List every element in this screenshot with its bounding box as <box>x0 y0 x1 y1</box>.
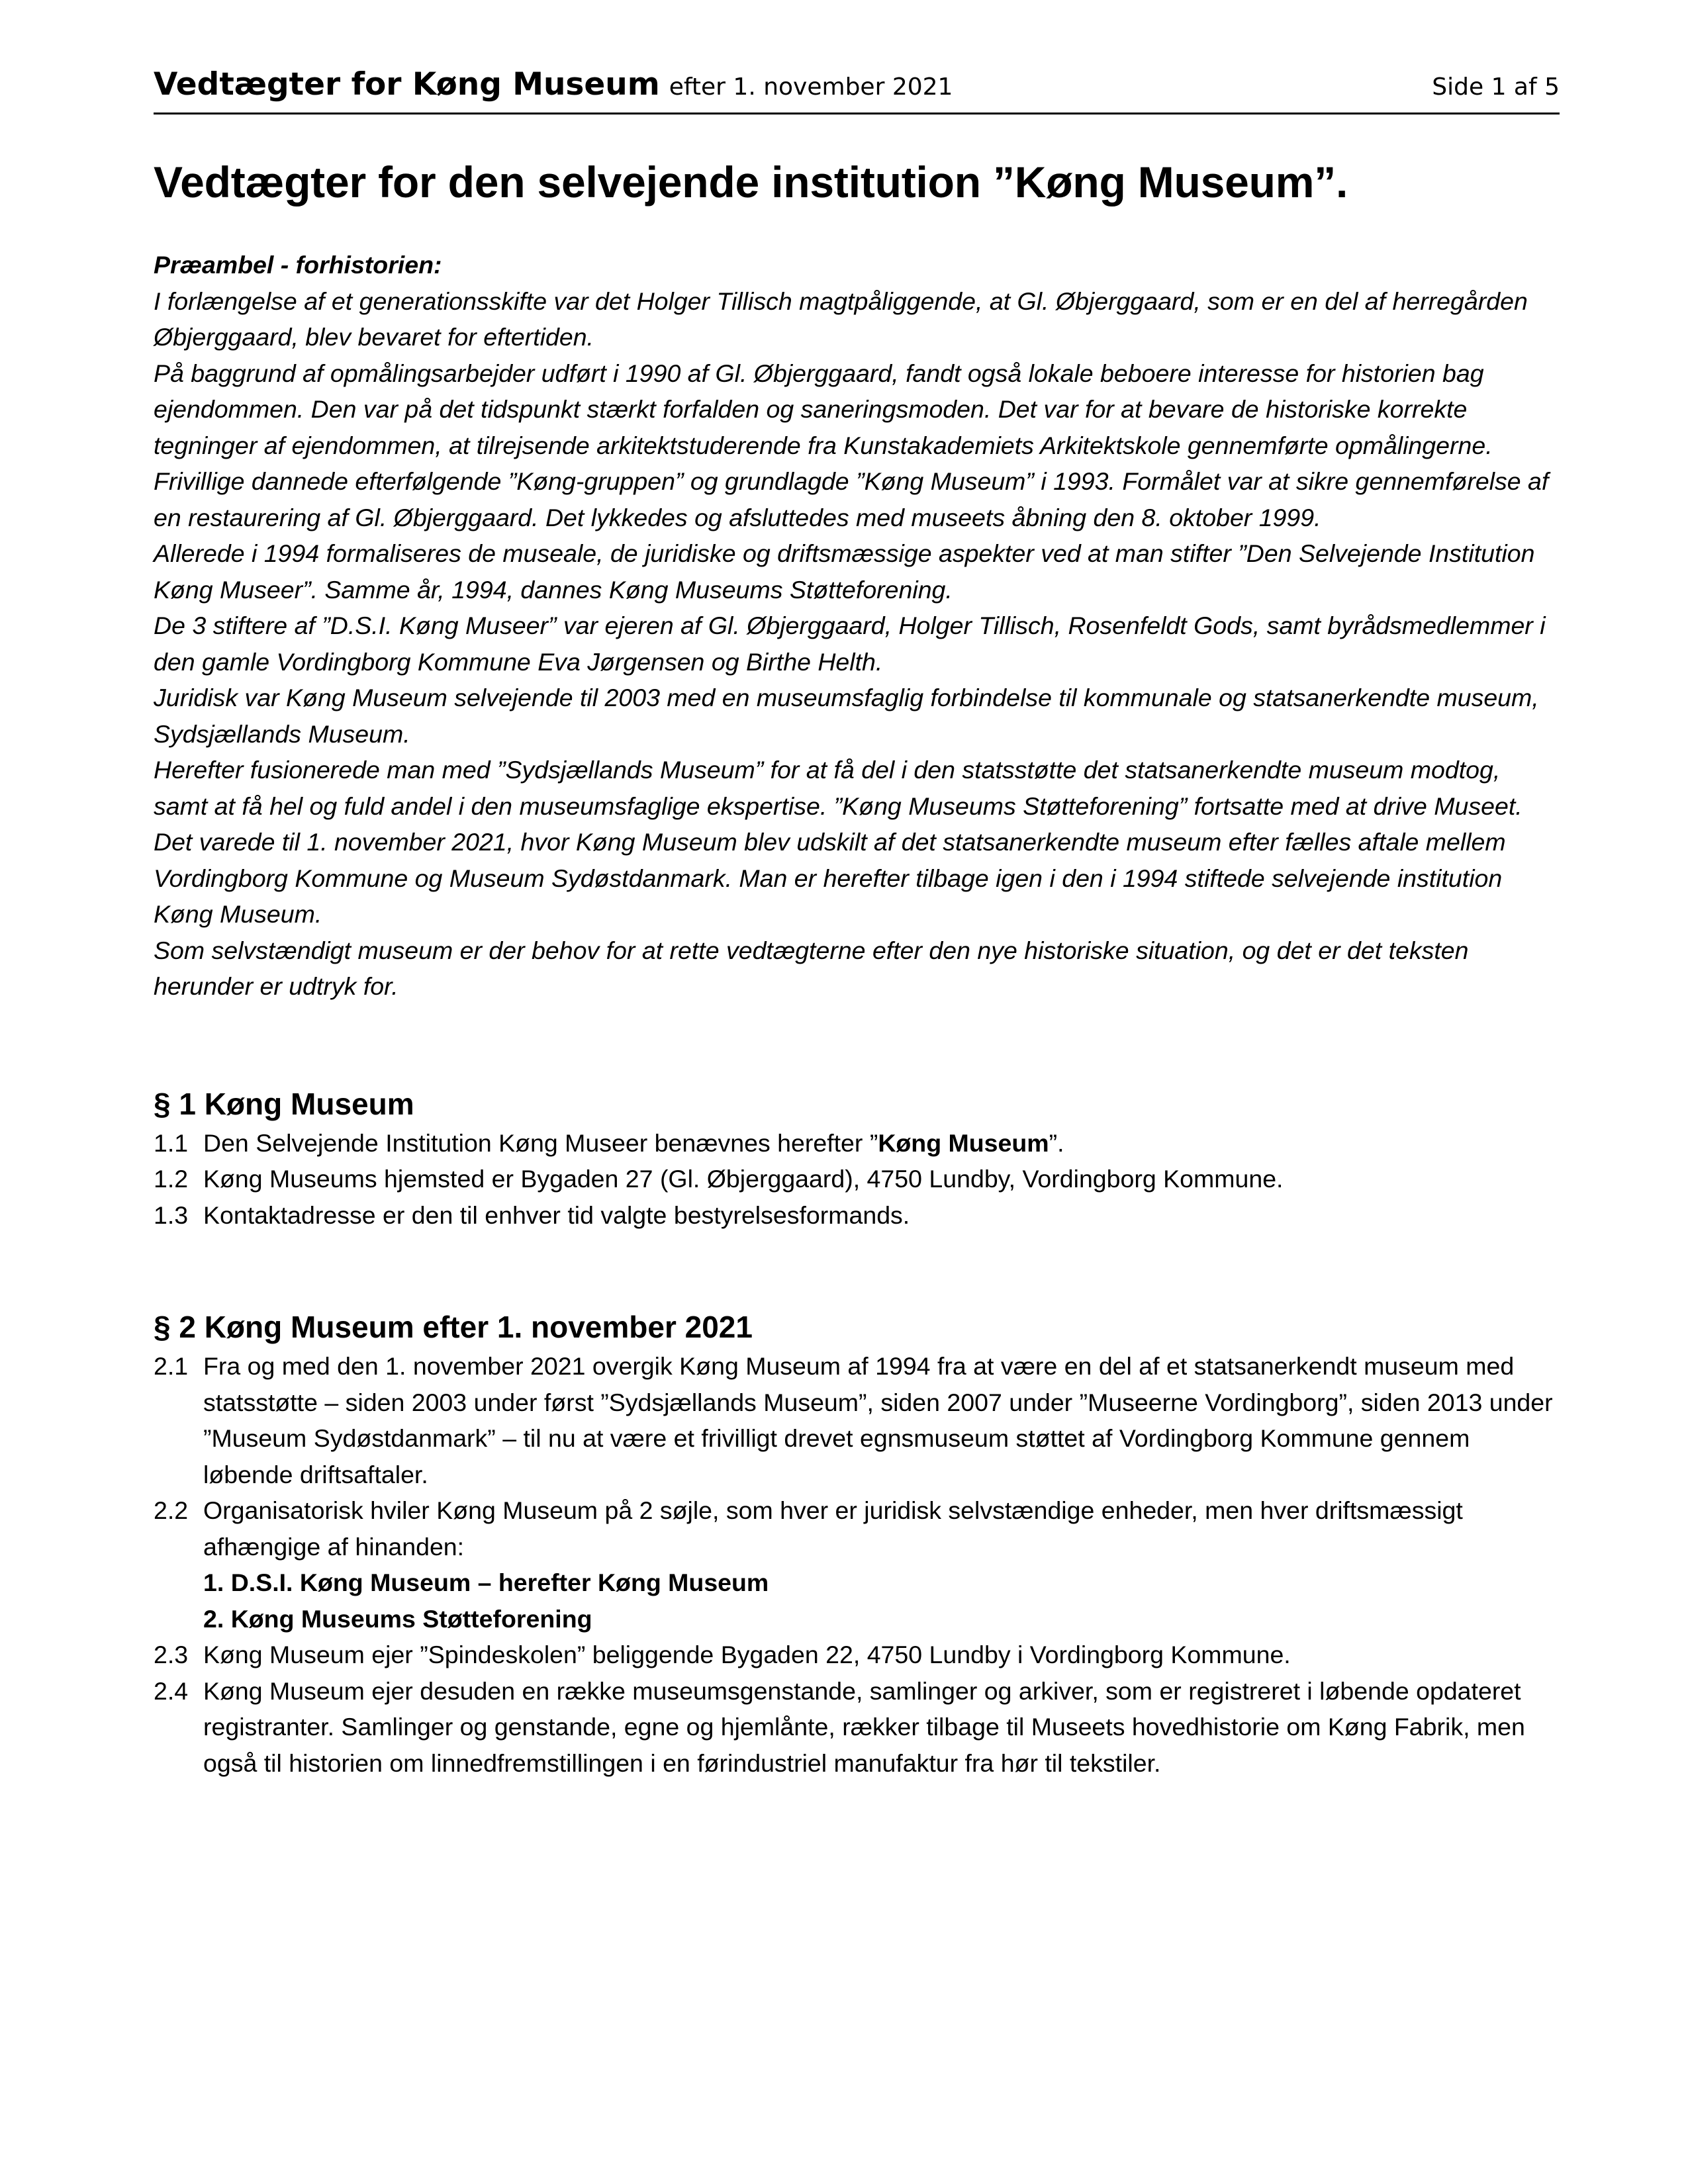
organisation-list-item: 2. Køng Museums Støtteforening <box>203 1604 592 1633</box>
clause-text <box>203 1125 1560 1161</box>
clause-text: Køng Museum ejer desuden en række museumsgenstande, samlinger og arkiver, som er registreret i løbende opdateret registranter. Samlinger og genstande, egne og hjemlånte, rækker tilbage til Museets hovedhistorie om Køng Fabrik, men også til historien om linnedfremstillingen i en førindustriel manufaktur fra hør til tekstiler. <box>203 1676 1525 1777</box>
clause-text-bold: Køng Museum <box>878 1128 1049 1157</box>
preamble-paragraph: I forlængelse af et generationsskifte var det Holger Tillisch magtpåliggende, at Gl. Øbjerggaard, som er en del af herregården Øbjerggaard, blev bevaret for eftertiden. <box>154 287 1528 351</box>
organisation-list <box>154 1565 1560 1637</box>
preamble-paragraph: Juridisk var Køng Museum selvejende til 2003 med en museumsfaglig forbindelse til kommunale og statsanerkendte museum, Sydsjællands Museum. <box>154 684 1539 748</box>
clause-text-part: Den Selvejende Institution Køng Museer benævnes herefter ” <box>203 1128 878 1157</box>
preamble-paragraph: På baggrund af opmålingsarbejder udført i 1990 af Gl. Øbjerggaard, fandt også lokale beboere interesse for historien bag ejendommen. Den var på det tidspunkt stærkt forfalden og saneringsmoden. Det var for at bevare de historiske korrekte tegninger af ejendommen, at tilrejsende arkitektstuderende fra Kunstakademiets Arkitektskole gennemførte opmålingerne. <box>154 359 1493 459</box>
clause <box>154 1637 1560 1673</box>
section-1 <box>154 1084 1560 1234</box>
preamble <box>154 247 1560 1005</box>
clause-text: Køng Museum ejer ”Spindeskolen” beliggende Bygaden 22, 4750 Lundby i Vordingborg Kommune. <box>203 1641 1291 1668</box>
clause-number: 2.3 <box>154 1641 189 1668</box>
section-heading: § 1 Køng Museum <box>154 1086 414 1121</box>
preamble-paragraph: Frivillige dannede efterfølgende ”Køng-gruppen” og grundlagde ”Køng Museum” i 1993. Formålet var at sikre gennemførelse af en restaurering af Gl. Øbjerggaard. Det lykkedes og afsluttedes med museets åbning den 8. oktober 1999. <box>154 467 1549 531</box>
section-heading: § 2 Køng Museum efter 1. november 2021 <box>154 1310 753 1344</box>
clause <box>154 1197 1560 1234</box>
preamble-paragraph: Herefter fusionerede man med ”Sydsjællands Museum” for at få del i den statsstøtte det statsanerkendte museum modtog, samt at få hel og fuld andel i den museumsfaglige ekspertise. ”Køng Museums Støtteforening” fortsatte med at drive Museet. <box>154 756 1523 820</box>
clause-number: 2.2 <box>154 1496 189 1524</box>
header-left <box>154 66 953 103</box>
clause-text: Fra og med den 1. november 2021 overgik Køng Museum af 1994 fra at være en del af et statsanerkendt museum med statsstøtte – siden 2003 under først ”Sydsjællands Museum”, siden 2007 under ”Museerne Vordingborg”, siden 2013 under ”Museum Sydøstdanmark” – til nu at være et frivilligt drevet egnsmuseum støttet af Vordingborg Kommune gennem løbende driftsaftaler. <box>203 1352 1553 1488</box>
clause <box>154 1492 1560 1565</box>
document-page <box>154 66 1560 1781</box>
header-title: Vedtægter for Køng Museum <box>154 66 660 103</box>
clause-number: 1.1 <box>154 1128 189 1157</box>
header-subtitle: efter 1. november 2021 <box>669 73 953 101</box>
page-number: Side 1 af 5 <box>1432 73 1560 101</box>
clause-text: Køng Museums hjemsted er Bygaden 27 (Gl. Øbjerggaard), 4750 Lundby, Vordingborg Kommune. <box>203 1165 1284 1193</box>
clause <box>154 1673 1560 1782</box>
page-header <box>154 66 1560 114</box>
preamble-paragraph: De 3 stiftere af ”D.S.I. Køng Museer” var ejeren af Gl. Øbjerggaard, Holger Tillisch, Rosenfeldt Gods, samt byrådsmedlemmer i den gamle Vordingborg Kommune Eva Jørgensen og Birthe Helth. <box>154 612 1546 676</box>
clause-number: 1.2 <box>154 1165 189 1193</box>
clause <box>154 1348 1560 1492</box>
clause <box>154 1161 1560 1197</box>
document-title: Vedtægter for den selvejende institution ”Køng Museum”. <box>154 158 1348 206</box>
clause-text-part: ”. <box>1049 1128 1064 1157</box>
clause-text: Organisatorisk hviler Køng Museum på 2 søjle, som hver er juridisk selvstændige enheder, men hver driftsmæssigt afhængige af hinanden: <box>203 1496 1463 1561</box>
clause-number: 2.4 <box>154 1676 189 1705</box>
preamble-paragraph: Som selvstændigt museum er der behov for at rette vedtægterne efter den nye historiske situation, og det er det teksten herunder er udtryk for. <box>154 936 1469 1000</box>
preamble-paragraph: Allerede i 1994 formaliseres de museale, de juridiske og driftsmæssige aspekter ved at man stifter ”Den Selvejende Institution Køng Museer”. Samme år, 1994, dannes Køng Museums Støtteforening. <box>154 539 1535 604</box>
organisation-list-item: 1. D.S.I. Køng Museum – herefter Køng Museum <box>203 1569 769 1596</box>
clause-number: 2.1 <box>154 1352 189 1380</box>
clause-text: Kontaktadresse er den til enhver tid valgte bestyrelsesformands. <box>203 1201 910 1229</box>
section-2 <box>154 1307 1560 1781</box>
clause <box>154 1125 1560 1161</box>
preamble-paragraph: Det varede til 1. november 2021, hvor Køng Museum blev udskilt af det statsanerkendte museum efter fælles aftale mellem Vordingborg Kommune og Museum Sydøstdanmark. Man er herefter tilbage igen i den i 1994 stiftede selvejende institution Køng Museum. <box>154 828 1506 928</box>
preamble-heading: Præambel - forhistorien: <box>154 251 442 279</box>
clause-number: 1.3 <box>154 1201 189 1229</box>
